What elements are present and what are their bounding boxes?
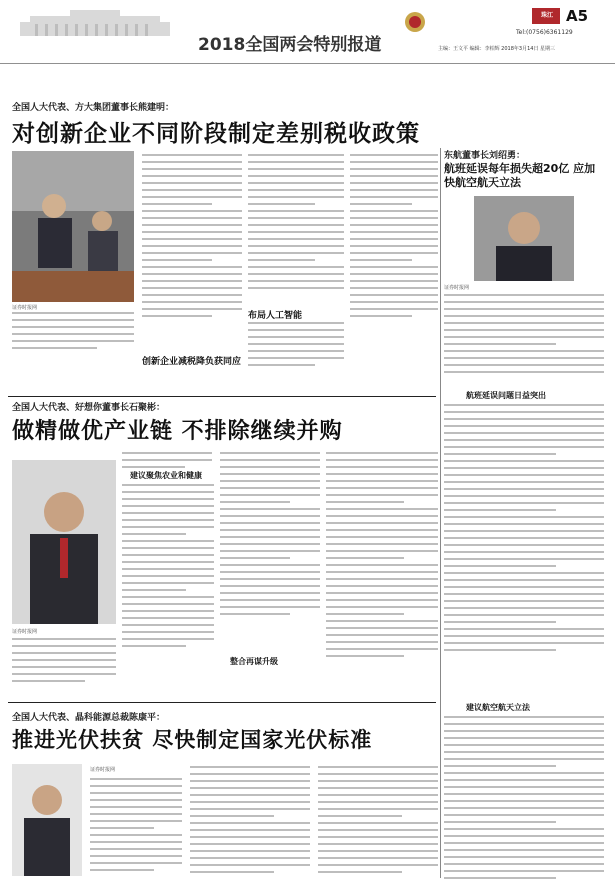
divider-1 <box>8 396 436 397</box>
article-2-title: 做精做优产业链 不排除继续并购 <box>12 419 343 444</box>
side-photo <box>474 196 574 281</box>
article-2-subhead-1: 建议聚焦农业和健康 <box>130 471 202 480</box>
article-1-col-left-below <box>12 312 134 372</box>
article-1-kicker: 全国人大代表、方大集团董事长熊建明： <box>12 103 175 113</box>
article-2-col-1 <box>122 484 214 652</box>
article-2 <box>8 400 438 700</box>
article-2-col-2 <box>220 452 320 620</box>
masthead-logo: 珠江 <box>540 12 553 19</box>
page-number: A5 <box>566 7 589 25</box>
article-2-col-left-below <box>12 638 116 687</box>
portrait-photo <box>12 764 82 876</box>
article-3-col-3 <box>318 766 438 878</box>
side-article <box>444 148 610 888</box>
side-title: 航班延误每年损失超20亿 应加快航空航天立法 <box>444 162 596 189</box>
portrait-photo <box>474 196 574 281</box>
article-3-photo-caption: 证券时报网 <box>90 767 116 773</box>
column-divider <box>440 148 441 878</box>
article-3-col-1 <box>90 778 182 876</box>
article-2-subhead-2: 整合再谋升级 <box>230 657 278 666</box>
article-2-col-3 <box>326 452 438 662</box>
contact-tel: Tel:(0756)6361129 <box>516 29 573 36</box>
article-3-photo <box>12 764 82 876</box>
side-subhead-2: 建议航空航天立法 <box>466 703 530 712</box>
editor-line: 主编：王文平 编辑：李柏辉 2018年3月14日 星期三 <box>438 46 556 52</box>
article-3 <box>8 706 438 886</box>
article-1-subhead-1: 创新企业减税降负获同应 <box>142 357 242 367</box>
article-3-kicker: 全国人大代表、晶科能源总裁陈康平： <box>12 713 166 723</box>
article-1-col-1 <box>142 154 242 354</box>
article-1-title: 对创新企业不同阶段制定差别税收政策 <box>12 121 420 147</box>
article-1-col-2 <box>248 154 344 304</box>
article-2-kicker: 全国人大代表、好想你董事长石聚彬： <box>12 403 166 413</box>
side-text-1 <box>444 294 604 378</box>
article-1-col-3 <box>350 154 438 364</box>
article-2-photo <box>12 460 116 624</box>
article-3-title: 推进光伏扶贫 尽快制定国家光伏标准 <box>12 728 373 752</box>
interview-photo <box>12 151 134 302</box>
article-1 <box>8 72 438 372</box>
side-subhead-1: 航班延误问题日益突出 <box>466 391 546 400</box>
side-kicker: 东航董事长刘绍勇： <box>444 151 526 161</box>
page-header <box>0 0 615 64</box>
article-1-photo-caption: 证券时报网 <box>12 305 38 311</box>
side-text-2 <box>444 404 604 656</box>
side-photo-caption: 证券时报网 <box>444 285 470 291</box>
side-text-3 <box>444 716 604 884</box>
section-brand: 2018全国两会特别报道 <box>198 35 382 55</box>
article-3-col-2 <box>190 766 310 878</box>
divider-2 <box>8 702 436 703</box>
article-1-col-2b <box>248 322 344 372</box>
article-2-photo-caption: 证券时报网 <box>12 629 38 635</box>
portrait-photo <box>12 460 116 624</box>
article-1-subhead-2: 布局人工智能 <box>248 311 303 321</box>
article-1-photo <box>12 151 134 302</box>
